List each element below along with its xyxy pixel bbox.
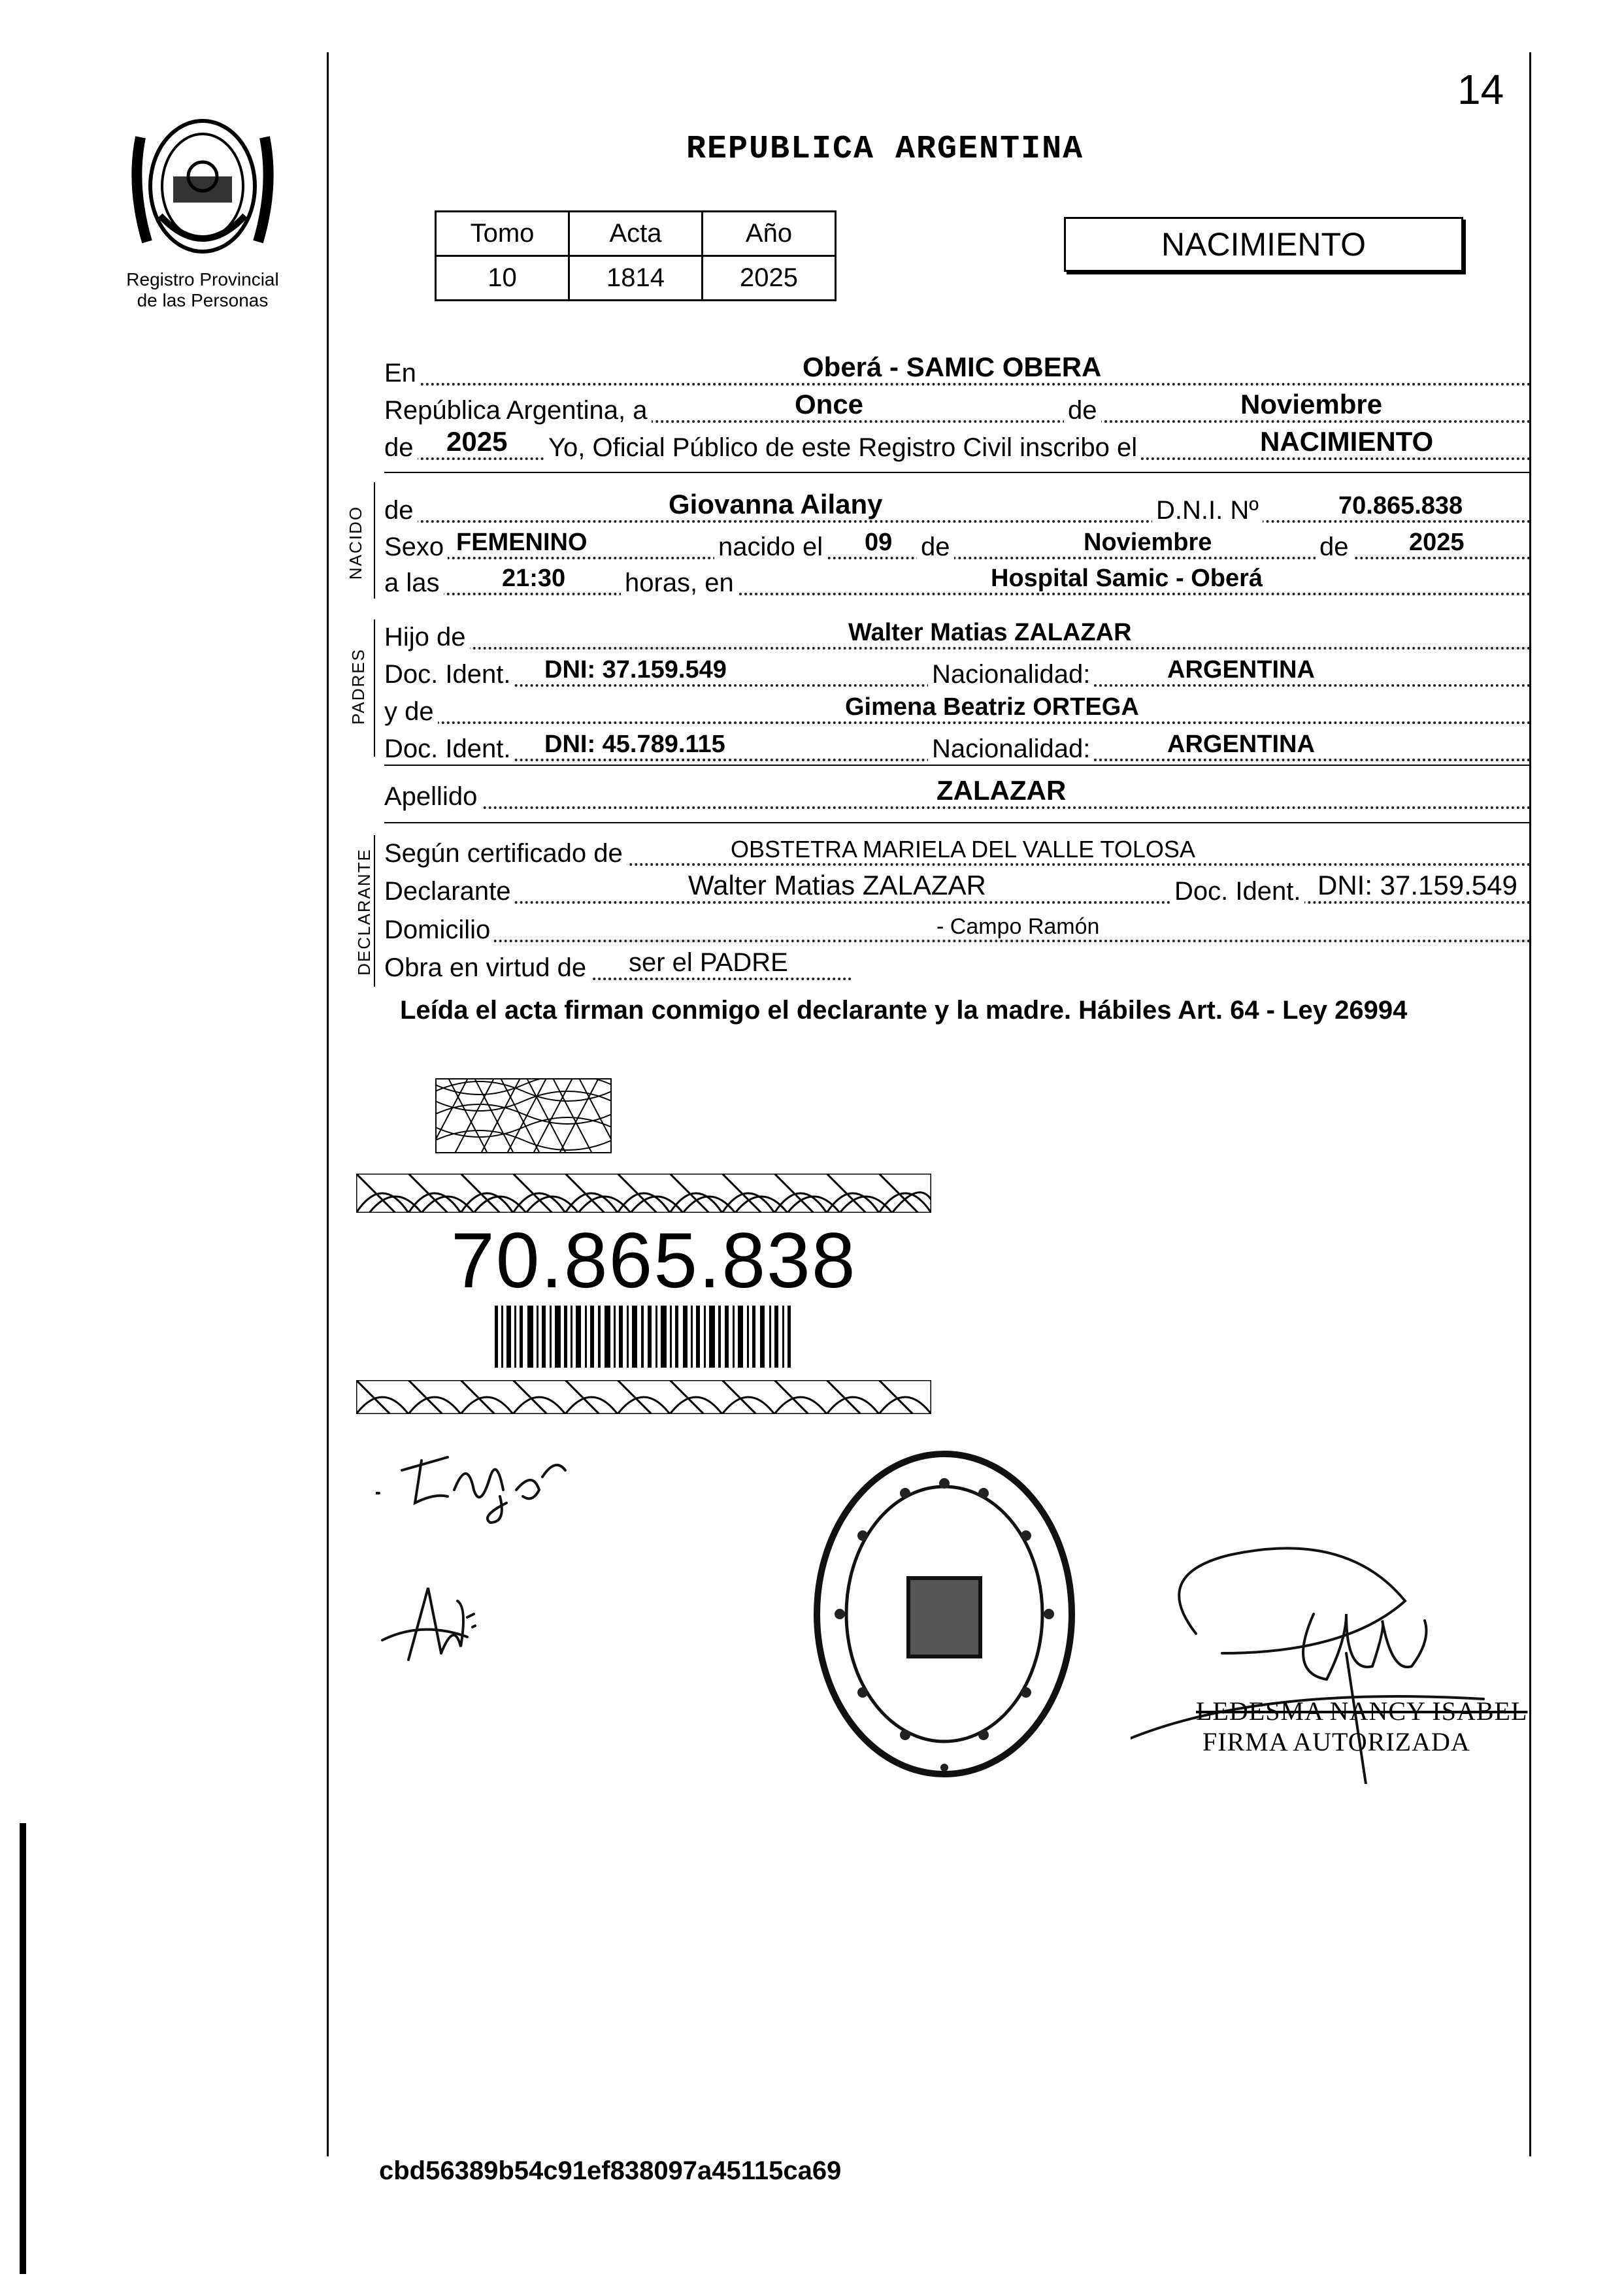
value-father-doc: DNI: 37.159.549 (544, 656, 727, 684)
label-apellido: Apellido (384, 782, 481, 812)
row-apellido (384, 776, 1531, 814)
label-certificado: Según certificado de (384, 839, 627, 868)
row-hora (384, 563, 1531, 601)
row-oficial (384, 427, 1531, 465)
padres-section-label: PADRES (348, 648, 368, 725)
row-obra (384, 948, 1531, 985)
label-de-name: de (384, 496, 418, 525)
row-father (384, 617, 1531, 655)
label-nacido-el: nacido el (714, 533, 827, 562)
label-mother-nationality: Nacionalidad: (928, 734, 1094, 764)
table-value-tomo: 10 (436, 256, 569, 301)
label-hijo-de: Hijo de (384, 623, 470, 652)
value-father-name: Walter Matias ZALAZAR (848, 619, 1132, 646)
row-domicilio (384, 910, 1531, 948)
page-number: 14 (1457, 66, 1504, 113)
left-margin-rule (327, 52, 329, 2156)
label-mother-doc: Doc. Ident. (384, 734, 514, 764)
security-band-top (356, 1174, 931, 1213)
value-birth-year: 2025 (1409, 529, 1465, 556)
value-birth-month: Noviembre (1084, 529, 1212, 556)
value-name: Giovanna Ailany (669, 489, 883, 519)
section-divider (384, 472, 1531, 473)
value-declarante-doc: DNI: 37.159.549 (1317, 870, 1517, 900)
label-domicilio: Domicilio (384, 915, 494, 945)
label-de-month: de (1064, 396, 1101, 425)
value-father-nationality: ARGENTINA (1167, 656, 1315, 684)
row-en (384, 353, 1531, 391)
row-mother-doc (384, 729, 1531, 766)
label-en: En (384, 359, 420, 388)
label-horas-en: horas, en (621, 569, 738, 598)
table-header-ano: Año (703, 212, 836, 256)
provincial-seal-logo (127, 111, 278, 261)
document-hash: cbd56389b54c91ef838097a45115ca69 (379, 2156, 842, 2185)
closing-note: Leída el acta firman conmigo el declarante y la madre. Hábiles Art. 64 - Ley 26994 (400, 996, 1408, 1025)
value-mother-nationality: ARGENTINA (1167, 731, 1315, 758)
table-value-ano: 2025 (703, 256, 836, 301)
table-header-acta: Acta (569, 212, 703, 256)
label-sexo: Sexo (384, 533, 448, 562)
row-declarante (384, 871, 1531, 909)
official-stamp (801, 1438, 1088, 1804)
value-year: 2025 (446, 426, 508, 457)
label-republica: República Argentina, a (384, 396, 652, 425)
dni-large-number: 70.865.838 (451, 1217, 857, 1304)
mother-signature (369, 1581, 487, 1679)
value-time: 21:30 (502, 565, 566, 592)
nacido-bracket (374, 482, 375, 599)
value-sexo: FEMENINO (456, 529, 588, 556)
value-mother-name: Gimena Beatriz ORTEGA (845, 693, 1139, 721)
row-name (384, 490, 1531, 528)
scan-edge-mark (20, 1823, 26, 2274)
value-declarante: Walter Matias ZALAZAR (688, 870, 986, 900)
table-value-acta: 1814 (569, 256, 703, 301)
declarante-section-label: DECLARANTE (354, 848, 374, 976)
value-day: Once (795, 389, 864, 420)
label-de-birth-month: de (917, 533, 954, 562)
security-band-bottom (356, 1380, 931, 1414)
label-father-doc: Doc. Ident. (384, 660, 514, 689)
label-dni: D.N.I. Nº (1152, 496, 1263, 525)
signature-caption: LEDESMA NANCY ISABEL FIRMA AUTORIZADA (1196, 1696, 1528, 1756)
value-dni: 70.865.838 (1338, 492, 1463, 519)
value-mother-doc: DNI: 45.789.115 (544, 731, 725, 758)
label-de-birth-year: de (1316, 533, 1353, 562)
padres-bracket (374, 619, 375, 757)
nacido-section-label: NACIDO (346, 505, 366, 580)
section-divider-2 (384, 765, 1531, 766)
label-a-las: a las (384, 569, 444, 598)
row-republica (384, 390, 1531, 428)
value-inscribe: NACIMIENTO (1260, 426, 1434, 457)
row-sexo (384, 527, 1531, 565)
registry-caption: Registro Provincial de las Personas (126, 269, 279, 310)
value-certificado: OBSTETRA MARIELA DEL VALLE TOLOSA (731, 836, 1195, 863)
value-domicilio: - Campo Ramón (936, 914, 1100, 939)
value-month: Noviembre (1240, 389, 1383, 420)
label-declarante-doc: Doc. Ident. (1170, 877, 1304, 906)
value-surname: ZALAZAR (936, 775, 1067, 806)
table-header-tomo: Tomo (436, 212, 569, 256)
label-de-year: de (384, 433, 418, 463)
declarant-signature (376, 1431, 591, 1529)
security-pattern-patch (435, 1078, 612, 1153)
label-obra: Obra en virtud de (384, 953, 590, 983)
value-place: Hospital Samic - Oberá (991, 565, 1263, 592)
value-birth-day: 09 (865, 529, 893, 556)
label-declarante: Declarante (384, 877, 514, 906)
row-father-doc (384, 654, 1531, 692)
label-oficial: Yo, Oficial Público de este Registro Civil inscribo el (544, 433, 1141, 463)
row-certificado (384, 833, 1531, 871)
label-y-de: y de (384, 697, 438, 727)
value-obra: ser el PADRE (629, 948, 788, 977)
record-kind-box: NACIMIENTO (1064, 217, 1463, 272)
record-table (435, 210, 837, 301)
section-divider-3 (384, 822, 1531, 823)
barcode (495, 1306, 792, 1368)
value-en: Oberá - SAMIC OBERA (803, 352, 1102, 382)
label-father-nationality: Nacionalidad: (928, 660, 1094, 689)
country-title: REPUBLICA ARGENTINA (686, 131, 1084, 168)
row-mother (384, 691, 1531, 729)
